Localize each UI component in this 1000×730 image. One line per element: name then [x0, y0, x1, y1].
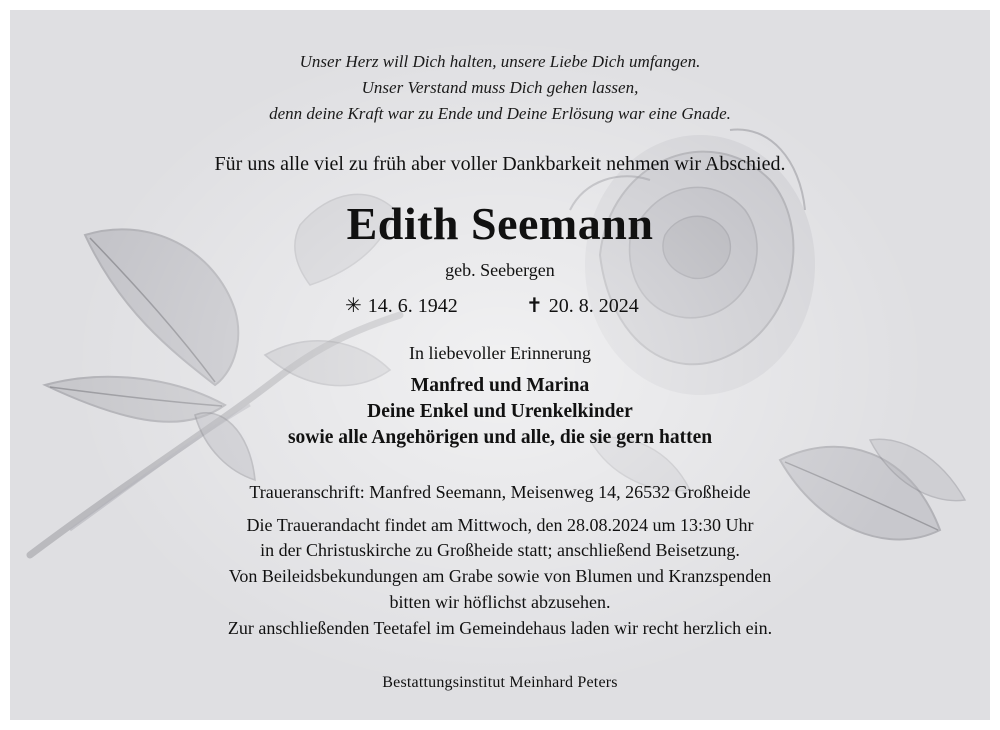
farewell-text: Für uns alle viel zu früh aber voller Dankbarkeit nehmen wir Abschied. — [214, 153, 786, 175]
poem-line-2: Unser Verstand muss Dich gehen lassen, — [361, 78, 639, 97]
mourner-line-3: sowie alle Angehörigen und alle, die sie gern hatten — [287, 427, 713, 448]
poem-line-1: Unser Herz will Dich halten, unsere Liebe Dich umfangen. — [299, 52, 701, 71]
mourner-line-1: Manfred und Marina — [410, 375, 590, 396]
info-line-3: in der Christuskirche zu Großheide statt; anschließend Beisetzung. — [260, 540, 740, 560]
info-line-5: bitten wir höflichst abzusehen. — [389, 592, 611, 612]
info-line-2: Die Trauerandacht findet am Mittwoch, den 28.08.2024 um 13:30 Uhr — [246, 515, 754, 535]
poem-line-3: denn deine Kraft war zu Ende und Deine Erlösung war eine Gnade. — [269, 104, 731, 123]
birth-date-group — [345, 293, 458, 318]
mourner-line-2: Deine Enkel und Urenkelkinder — [367, 401, 633, 422]
info-line-4: Von Beileidsbekundungen am Grabe sowie von Blumen und Kranzspenden — [228, 566, 772, 586]
funeral-home: Bestattungsinstitut Meinhard Peters — [382, 674, 618, 691]
death-date: 20. 8. 2024 — [548, 295, 639, 317]
deceased-name: Edith Seemann — [346, 198, 654, 249]
obituary-card — [10, 10, 990, 720]
birth-date: 14. 6. 1942 — [367, 295, 458, 317]
death-date-group — [526, 293, 639, 318]
maiden-name: geb. Seebergen — [445, 260, 555, 280]
obituary-text — [10, 10, 990, 720]
remembrance-intro: In liebevoller Erinnerung — [409, 343, 591, 363]
death-cross-icon: ✝ — [526, 295, 543, 317]
birth-star-icon: ✳ — [345, 295, 362, 317]
mourning-address: Traueranschrift: Manfred Seemann, Meisenweg 14, 26532 Großheide — [249, 482, 751, 502]
info-line-6: Zur anschließenden Teetafel im Gemeindehaus laden wir recht herzlich ein. — [227, 618, 773, 638]
